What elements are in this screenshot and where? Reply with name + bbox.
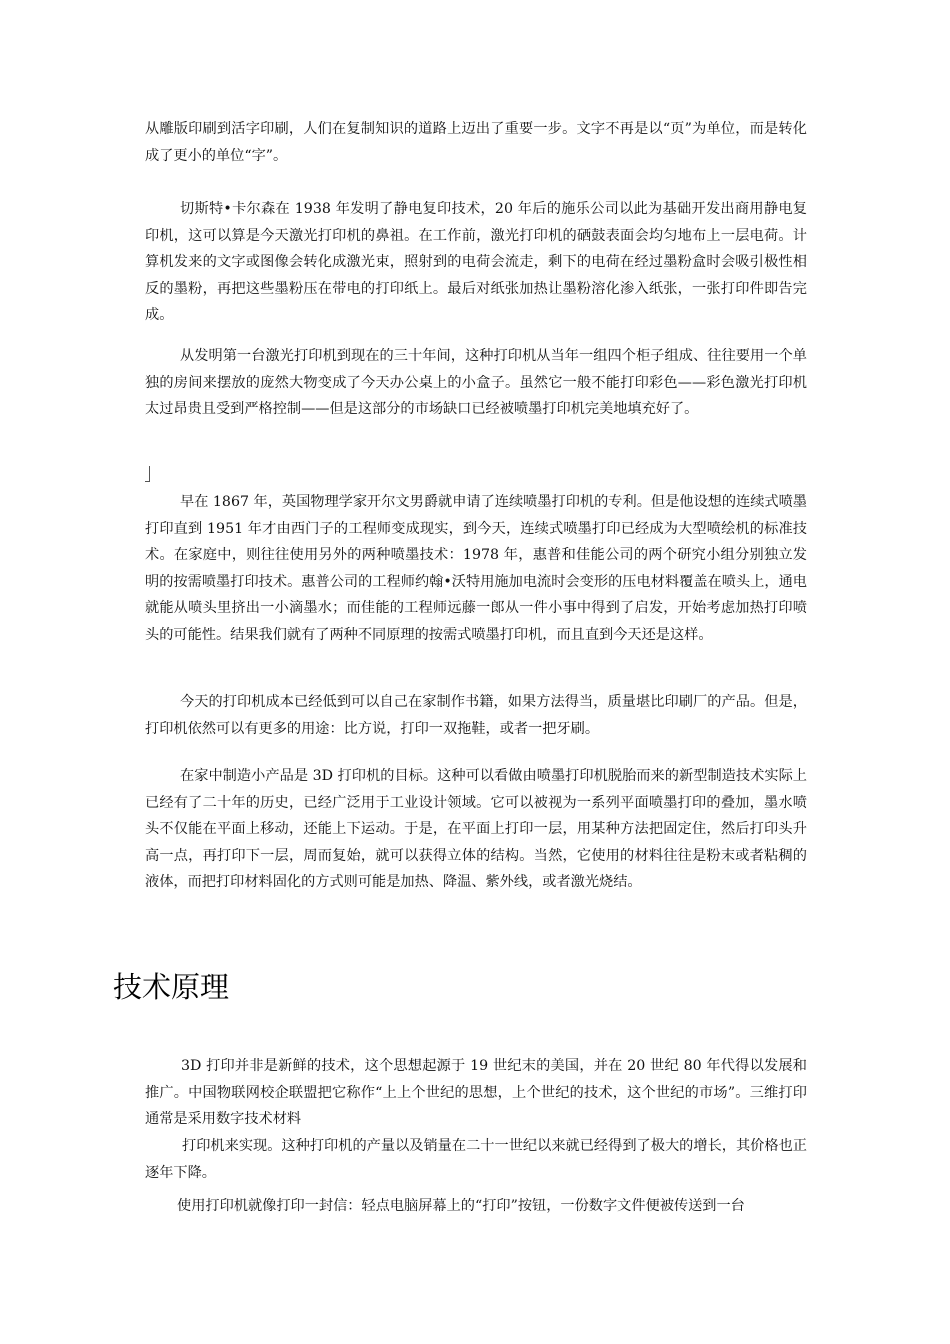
paragraph-printer-uses: 今天的打印机成本已经低到可以自己在家制作书籍，如果方法得当，质量堪比印刷厂的产品。但是，打印机依然可以有更多的用途：比方说，打印一双拖鞋，或者一把牙刷。 [145, 694, 807, 737]
paragraph-3d-growth: 打印机来实现。这种打印机的产量以及销量在二十一世纪以来就已经得到了极大的增长，其价格也正逐年下降。 [145, 1138, 807, 1181]
paragraph-laser-origin: 切斯特•卡尔森在 1938 年发明了静电复印技术，20 年后的施乐公司以此为基础开发出商用静电复印机，这可以算是今天激光打印机的鼻祖。在工作前，激光打印机的硒鼓表面会均匀地布上一层电荷。计算机发来的文字或图像会转化成激光束，照射到的电荷会流走，剩下的电荷在经过墨粉盒时会吸引极性相反的墨粉，再把这些墨粉压在带电的打印纸上。最后对纸张加热让墨粉溶化渗入纸张，一张打印件即告完成。 [145, 201, 807, 323]
section-heading: 技术原理 [113, 970, 230, 1004]
text-cursor-mark [145, 466, 150, 482]
paragraph-printing-history: 从雕版印刷到活字印刷，人们在复制知识的道路上迈出了重要一步。文字不再是以“页”为单位，而是转化成了更小的单位“字”。 [145, 121, 807, 164]
paragraph-inkjet-history: 早在 1867 年，英国物理学家开尔文男爵就申请了连续喷墨打印机的专利。但是他设想的连续式喷墨打印直到 1951 年才由西门子的工程师变成现实，到今天，连续式喷墨打印已经成为大型喷绘机的标准技术。在家庭中，则往往使用另外的两种喷墨技术：1978 年，惠普和佳能公司的两个研究小组分别独立发明的按需喷墨打印技术。惠普公司的工程师约翰•沃特用施加电流时会变形的压电材料覆盖在喷头上，通电就能从喷头里挤出一小滴墨水；而佳能的工程师远藤一郎从一件小事中得到了启发，开始考虑加热打印喷头的可能性。结果我们就有了两种不同原理的按需式喷墨打印机，而且直到今天还是这样。 [145, 494, 807, 643]
paragraph-3d-origin: 3D 打印并非是新鲜的技术，这个思想起源于 19 世纪末的美国，并在 20 世纪 80 年代得以发展和推广。中国物联网校企联盟把它称作“上上个世纪的思想，上个世纪的技术，这个世纪的市场”。三维打印通常是采用数字技术材料 [145, 1058, 807, 1127]
paragraph-3d-printer-goal: 在家中制造小产品是 3D 打印机的目标。这种可以看做由喷墨打印机脱胎而来的新型制造技术实际上已经有了二十年的历史，已经广泛用于工业设计领域。它可以被视为一系列平面喷墨打印的叠加，墨水喷头不仅能在平面上移动，还能上下运动。于是，在平面上打印一层，用某种方法把固定住，然后打印头升高一点，再打印下一层，周而复始，就可以获得立体的结构。当然，它使用的材料往往是粉末或者粘稠的液体，而把打印材料固化的方式则可能是加热、降温、紫外线，或者激光烧结。 [145, 768, 807, 890]
paragraph-3d-usage: 使用打印机就像打印一封信：轻点电脑屏幕上的“打印”按钮，一份数字文件便被传送到一台 [177, 1198, 745, 1214]
paragraph-laser-evolution: 从发明第一台激光打印机到现在的三十年间，这种打印机从当年一组四个柜子组成、往往要用一个单独的房间来摆放的庞然大物变成了今天办公桌上的小盒子。虽然它一般不能打印彩色——彩色激光打印机太过昂贵且受到严格控制——但是这部分的市场缺口已经被喷墨打印机完美地填充好了。 [145, 348, 807, 417]
